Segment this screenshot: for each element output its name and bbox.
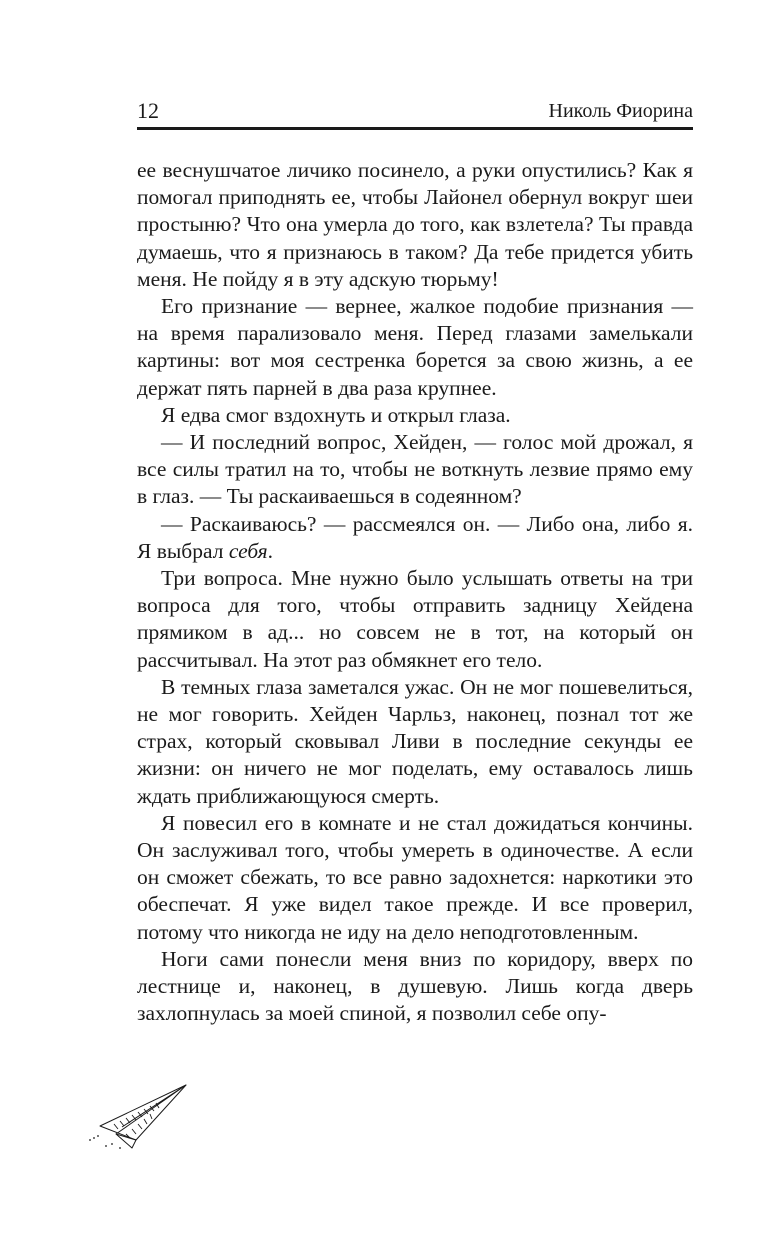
paragraph [137,402,693,429]
paragraph [137,157,693,293]
paragraph [137,565,693,674]
paragraph-text: ее веснушчатое личико посинело, а руки опустились? Как я помогал приподнять ее, чтобы Лайонел обернул вокруг шеи простыню? Что она умерла до того, как взлетела? Ты правда думаешь, что я признаюсь в таком? Да тебе придется убить меня. Не пойду я в эту адскую тюрьму! [137,158,693,291]
paragraph-text: — И последний вопрос, Хейден, — голос мой дрожал, я все силы тратил на то, чтобы не воткнуть лезвие прямо ему в глаз. — Ты раскаиваешься в содеянном? [137,430,693,509]
paragraph [137,511,693,565]
paragraph-text: Я повесил его в комнате и не стал дожидаться кончины. Он заслуживал того, чтобы умереть в одиночестве. А если он сможет сбежать, то все равно задохнется: наркотики это обеспечат. Я уже видел такое прежде. И все проверил, потому что никогда не иду на дело неподготовленным. [137,810,693,944]
paragraph [137,674,693,810]
paragraph-text: — Раскаиваюсь? — рассмеялся он. — Либо она, либо я. Я выбрал [137,511,693,563]
paragraph [137,429,693,511]
paragraph-text: Ноги сами понесли меня вниз по коридору, вверх по лестнице и, наконец, в душевую. Лишь когда дверь захлопнулась за моей спиной, я позволил себе опу- [137,946,693,1026]
paragraph-text: Я едва смог вздохнуть и открыл глаза. [161,402,511,427]
page-number: 12 [137,98,159,123]
paragraph-text: . [267,538,274,563]
paragraph [137,810,693,946]
paper-plane-icon [86,1082,190,1152]
body-text [137,157,693,1028]
paragraph-text: Три вопроса. Мне нужно было услышать ответы на три вопроса для того, чтобы отправить задницу Хейдена прямиком в ад... но совсем не в тот, на который он рассчитывал. На этот раз обмякнет его тело. [137,566,693,672]
italic-text: себя [228,538,268,563]
page-header [137,98,693,124]
paragraph [137,293,693,402]
paragraph-text: В темных глаза заметался ужас. Он не мог пошевелиться, не мог говорить. Хейден Чарльз, наконец, познал тот же страх, который сковывал Ливи в последние секунды ее жизни: он ничего не мог поделать, ему оставалось лишь ждать приближающуюся смерть. [137,674,693,808]
paragraph-text: Его признание — вернее, жалкое подобие признания — на время парализовало меня. Перед глазами замелькали картины: вот моя сестренка борется за свою жизнь, а ее держат пять парней в два раза крупнее. [137,294,693,400]
running-title: Николь Фиорина [548,100,693,122]
paragraph [137,946,693,1028]
header-rule [137,127,693,130]
